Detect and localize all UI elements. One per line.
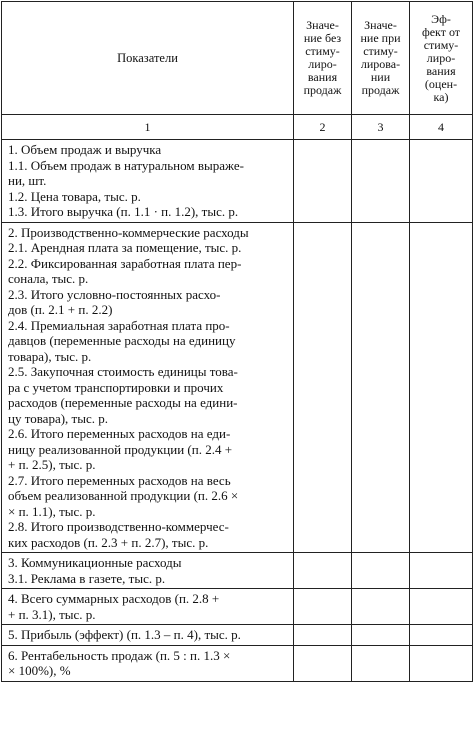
table-row — [2, 625, 473, 646]
row-text: ни, шт. — [8, 173, 47, 188]
value-cell — [410, 645, 473, 681]
row-text: 2. Производственно-коммерческие расходы — [8, 224, 249, 240]
row-text: объем реализованной продукции (п. 2.6 × — [8, 488, 239, 503]
header-row — [2, 2, 473, 115]
row-text: 1.1. Объем продаж в натуральном выраже- — [8, 157, 244, 173]
value-cell — [410, 553, 473, 589]
header-without-stimulation-label: Значе- ние без стиму- лиро- вания продаж — [303, 18, 342, 97]
section-text — [2, 625, 294, 646]
table-row — [2, 222, 473, 553]
value-cell — [294, 589, 352, 625]
row-text: + п. 2.5), тыс. р. — [8, 457, 96, 472]
row-text: 2.1. Арендная плата за помещение, тыс. р. — [8, 240, 242, 255]
row-text: расходов (переменные расходы на едини- — [8, 395, 238, 410]
table-row — [2, 140, 473, 223]
section-text — [2, 553, 294, 589]
header-effect-label: Эф- фект от стиму- лиро- вания (оцен- ка) — [421, 11, 461, 104]
table-row — [2, 589, 473, 625]
value-cell — [410, 625, 473, 646]
table-row — [2, 645, 473, 681]
row-text: 2.5. Закупочная стоимость единицы това- — [8, 364, 238, 379]
value-cell — [294, 625, 352, 646]
section-text — [2, 140, 294, 223]
column-number-row — [2, 115, 473, 140]
value-cell — [352, 589, 410, 625]
row-text: 1.2. Цена товара, тыс. р. — [8, 188, 141, 204]
row-text: 3. Коммуникационные расходы — [8, 555, 182, 570]
row-text: товара), тыс. р. — [8, 348, 92, 364]
row-text: 5. Прибыль (эффект) (п. 1.3 – п. 4), тыс. р. — [8, 627, 241, 642]
column-number-1: 1 — [2, 115, 294, 140]
row-text: + п. 3.1), тыс. р. — [8, 606, 96, 622]
row-text: сонала, тыс. р. — [8, 271, 89, 286]
indicators-table — [1, 1, 473, 682]
row-text: ких расходов (п. 2.3 + п. 2.7), тыс. р. — [8, 534, 209, 550]
value-cell — [294, 645, 352, 681]
row-text: дов (п. 2.1 + п. 2.2) — [8, 302, 113, 317]
row-text: 4. Всего суммарных расходов (п. 2.8 + — [8, 591, 220, 606]
value-cell — [410, 140, 473, 223]
row-text: ницу реализованной продукции (п. 2.4 + — [8, 441, 233, 457]
value-cell — [352, 625, 410, 646]
header-with-stimulation — [352, 2, 410, 115]
column-number-2: 2 — [294, 115, 352, 140]
value-cell — [410, 589, 473, 625]
row-text: ра с учетом транспортировки и прочих — [8, 379, 224, 395]
header-indicators-label: Показатели — [117, 50, 178, 65]
row-text: 6. Рентабельность продаж (п. 5 : п. 1.3 × — [8, 647, 231, 663]
section-text — [2, 645, 294, 681]
row-text: 1. Объем продаж и выручка — [8, 142, 162, 157]
row-text: × 100%), % — [8, 663, 71, 678]
table-row — [2, 553, 473, 589]
row-text: × п. 1.1), тыс. р. — [8, 503, 96, 519]
row-text: 2.8. Итого производственно-коммерчес- — [8, 519, 229, 534]
value-cell — [352, 645, 410, 681]
value-cell — [352, 140, 410, 223]
value-cell — [352, 553, 410, 589]
value-cell — [352, 222, 410, 553]
row-text: 2.3. Итого условно-постоянных расхо- — [8, 286, 221, 302]
column-number-3: 3 — [352, 115, 410, 140]
column-number-4: 4 — [410, 115, 473, 140]
row-text: цу товара), тыс. р. — [8, 410, 108, 426]
value-cell — [410, 222, 473, 553]
header-indicators — [2, 2, 294, 115]
value-cell — [294, 222, 352, 553]
row-text: 1.3. Итого выручка (п. 1.1 · п. 1.2), тыс. р. — [8, 204, 239, 219]
row-text: 2.7. Итого переменных расходов на весь — [8, 472, 231, 488]
row-text: 2.4. Премиальная заработная плата про- — [8, 317, 230, 333]
row-text: 2.2. Фиксированная заработная плата пер- — [8, 255, 242, 271]
row-text: давцов (переменные расходы на единицу — [8, 333, 236, 348]
value-cell — [294, 553, 352, 589]
value-cell — [294, 140, 352, 223]
header-with-stimulation-label: Значе- ние при стиму- лирова- нии продаж — [360, 18, 401, 97]
row-text: 2.6. Итого переменных расходов на еди- — [8, 426, 231, 441]
section-text — [2, 589, 294, 625]
section-text — [2, 222, 294, 553]
header-without-stimulation — [294, 2, 352, 115]
header-effect — [410, 2, 473, 115]
row-text: 3.1. Реклама в газете, тыс. р. — [8, 570, 166, 586]
